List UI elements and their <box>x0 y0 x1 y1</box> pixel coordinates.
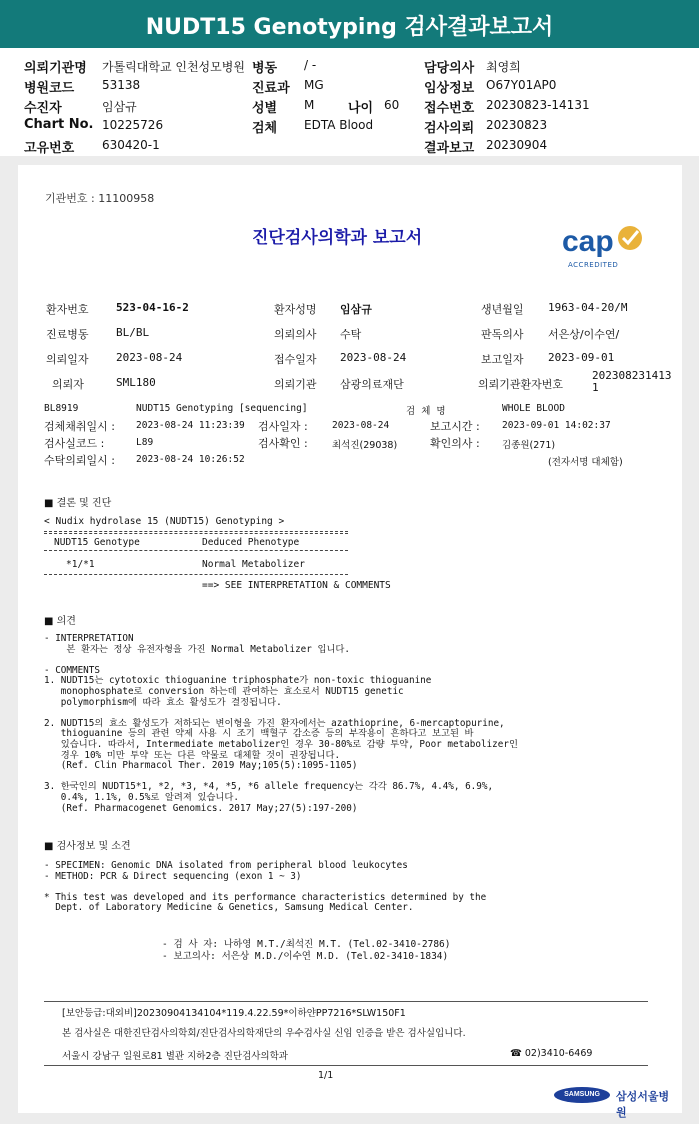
requester-label: 의뢰자 <box>52 378 84 391</box>
req-doctor-value: 수탁 <box>340 328 362 341</box>
table-rule-bottom <box>44 574 348 575</box>
doctor-label: 담당의사 <box>424 61 475 76</box>
patient-name-value: 임삼규 <box>340 303 372 316</box>
uid-label: 고유번호 <box>24 141 75 156</box>
opinion-line <box>44 655 674 666</box>
receive-time-value: 2023-08-24 10:26:52 <box>136 454 245 465</box>
results-heading: ■ 결론 및 진단 <box>44 498 112 509</box>
recipient-value: 임삼규 <box>102 100 137 114</box>
summary-header <box>0 48 699 156</box>
req-inst-label: 의뢰기관 <box>274 378 317 391</box>
hospital-label: 의뢰기관명 <box>24 61 87 76</box>
opinion-line: 2. NUDT15의 효소 활성도가 저하되는 변이형을 가진 환자에서는 azathioprine, 6-mercaptopurine, <box>44 717 505 729</box>
opinion-line: 본 환자는 정상 유전자형을 가진 Normal Metabolizer 입니다. <box>44 643 351 655</box>
address-line: 서울시 강남구 일원로81 별관 지하2층 진단검사의학과 <box>62 1051 288 1062</box>
chart-value: 10225726 <box>102 118 164 132</box>
ward-label: 병동 <box>252 61 278 76</box>
clinical-label: 임상정보 <box>424 81 475 96</box>
chart-label: Chart No. <box>24 117 94 132</box>
patient-name-label: 환자성명 <box>274 303 317 316</box>
dept-value: MG <box>304 78 324 92</box>
cap-check-icon <box>614 223 646 253</box>
table-rule-mid <box>44 550 348 551</box>
opinion-line: (Ref. Pharmacogenet Genomics. 2017 May;27(5):197-200) <box>44 802 358 814</box>
ward-label: 진료병동 <box>46 328 89 341</box>
opinion-line: thioguanine 등의 관련 약제 사용 시 조기 백혈구 감소증 등의 부작용이 흔하다고 보고된 바 <box>44 728 474 740</box>
table-rule-top <box>44 531 348 532</box>
exam-date-value: 2023-08-24 <box>332 420 390 431</box>
confirm-label: 검사확인 : <box>258 437 308 450</box>
opinion-text <box>44 634 674 814</box>
collection-label: 검체채취일시 : <box>44 420 115 433</box>
method-lines <box>44 861 674 914</box>
method-line: - SPECIMEN: Genomic DNA isolated from peripheral blood leukocytes <box>44 860 408 871</box>
patient-no-label: 환자번호 <box>46 303 89 316</box>
sex-label: 성별 <box>252 101 278 116</box>
ward-value: / - <box>304 58 317 72</box>
report-time-label: 보고시간 : <box>430 420 480 433</box>
opinion-line: - COMMENTS <box>44 664 100 676</box>
confirm-doctor-value: 김종원(271) <box>502 440 556 451</box>
see-interpretation: ==> SEE INTERPRETATION & COMMENTS <box>202 580 391 591</box>
age-label: 나이 <box>348 101 374 116</box>
opinion-line: - INTERPRETATION <box>44 633 134 644</box>
rep-date-value: 2023-09-01 <box>548 351 615 364</box>
specimen-label: 검 체 명 <box>406 406 446 417</box>
method-heading: ■ 검사정보 및 소견 <box>44 841 131 852</box>
report-page <box>18 165 682 1119</box>
patient-no-value: 523-04-16-2 <box>116 301 189 314</box>
result-value: 20230904 <box>486 138 548 152</box>
lab-code-value: L89 <box>136 437 154 448</box>
reader-value: 서은상/이수연/ <box>548 328 620 341</box>
rep-date-label: 보고일자 <box>481 353 524 366</box>
cap-accredited-text: ACCREDITED <box>568 261 619 269</box>
hospital-name: 삼성서울병원 <box>616 1090 670 1119</box>
rcv-date-label: 접수일자 <box>274 353 317 366</box>
opinion-line: 경우 10% 미만 투약 또는 다른 약물로 대체할 것이 권장됩니다. <box>44 749 341 761</box>
hcode-value: 53138 <box>102 78 141 92</box>
collection-value: 2023-08-24 11:23:39 <box>136 420 245 431</box>
request-label: 검사의뢰 <box>424 121 475 136</box>
method-line: Dept. of Laboratory Medicine & Genetics, Samsung Medical Center. <box>44 902 414 914</box>
confirm-value: 최석진(29038) <box>332 440 398 451</box>
hospital-value: 가톨릭대학교 인천성모병원 <box>102 60 245 74</box>
exam-date-label: 검사일자 : <box>258 420 308 433</box>
dob-label: 생년월일 <box>481 303 524 316</box>
opinion-line: monophosphate로 conversion 하는데 관여하는 효소로서 NUDT15 genetic <box>44 685 404 697</box>
receive-time-label: 수탁의뢰일시 : <box>44 454 115 467</box>
cap-accredited-logo <box>562 225 652 271</box>
doctor-value: 최영희 <box>486 60 521 74</box>
reporter-line: - 보고의사: 서은상 M.D./이수연 M.D. (Tel.02-3410-1834) <box>162 951 449 962</box>
dob-value: 1963-04-20/M <box>548 301 628 314</box>
req-doctor-label: 의뢰의사 <box>274 328 317 341</box>
req-inst-value: 삼광의료재단 <box>340 378 404 391</box>
reader-label: 판독의사 <box>481 328 524 341</box>
phone-line: ☎ 02)3410-6469 <box>510 1048 593 1059</box>
samsung-hospital-logo <box>554 1087 678 1119</box>
requester-value: SML180 <box>116 376 156 389</box>
security-line: [보안등급:대외비]20230904134104*119.4.22.59*이하얀PP7216*SLW150F1 <box>62 1008 406 1019</box>
genotype-value: *1/*1 <box>66 559 95 570</box>
opinion-line: polymorphism에 따라 효소 활성도가 결정됩니다. <box>44 696 282 708</box>
opinion-line: 0.4%, 1.1%, 0.5%로 알려져 있습니다. <box>44 791 239 803</box>
opinion-line: (Ref. Clin Pharmacol Ther. 2019 May;105(5):1095-1105) <box>44 760 358 772</box>
esign-note: (전자서명 대체함) <box>548 457 623 468</box>
report-banner-title: NUDT15 Genotyping 검사결과보고서 <box>0 0 699 48</box>
phenotype-value: Normal Metabolizer <box>202 559 305 570</box>
report-title: 진단검사의학과 보고서 <box>252 228 423 248</box>
specimen-value: EDTA Blood <box>304 118 374 132</box>
specimen-value: WHOLE BLOOD <box>502 403 565 414</box>
inst-patient-value-1: 202308231413 <box>592 369 672 382</box>
results-subtitle: < Nudix hydrolase 15 (NUDT15) Genotyping > <box>44 516 285 527</box>
genotype-column-header: NUDT15 Genotype <box>54 537 140 548</box>
rcv-date-value: 2023-08-24 <box>340 351 407 364</box>
receipt-value: 20230823-14131 <box>486 98 590 112</box>
result-label: 결과보고 <box>424 141 475 156</box>
table-rule-top-2 <box>44 533 348 534</box>
certification-line: 본 검사실은 대한진단검사의학회/진단검사의학재단의 우수검사실 신임 인증을 받은 검사실입니다. <box>62 1028 466 1039</box>
req-date-label: 의뢰일자 <box>46 353 89 366</box>
inst-patient-label: 의뢰기관환자번호 <box>478 378 564 391</box>
test-code: BL8919 <box>44 403 79 414</box>
age-value: 60 <box>384 98 400 112</box>
method-line: - METHOD: PCR & Direct sequencing (exon 1 ~ 3) <box>44 870 302 882</box>
institution-number: 기관번호 : 11100958 <box>45 192 155 205</box>
footer-rule <box>44 1001 648 1002</box>
opinion-line: 있습니다. 따라서, Intermediate metabolizer인 경우 30-80%로 감량 투약, Poor metabolizer인 <box>44 738 518 750</box>
method-text <box>44 861 674 914</box>
hcode-label: 병원코드 <box>24 81 75 96</box>
dept-label: 진료과 <box>252 81 290 96</box>
opinion-heading: ■ 의견 <box>44 616 76 627</box>
opinion-line: 3. 한국인의 NUDT15*1, *2, *3, *4, *5, *6 allele frequency는 각각 86.7%, 4.4%, 6.9%, <box>44 781 494 793</box>
specimen-label: 검체 <box>252 121 278 136</box>
ward-value: BL/BL <box>116 326 150 339</box>
report-time-value: 2023-09-01 14:02:37 <box>502 420 611 431</box>
receipt-label: 접수번호 <box>424 101 475 116</box>
samsung-logo: SAMSUNG <box>554 1087 610 1103</box>
opinion-lines <box>44 634 674 814</box>
tester-line: - 검 사 자: 나하영 M.T./최석진 M.T. (Tel.02-3410-2786) <box>162 939 451 950</box>
request-value: 20230823 <box>486 118 548 132</box>
phenotype-column-header: Deduced Phenotype <box>202 537 300 548</box>
method-line: * This test was developed and its performance characteristics determined by the <box>44 891 487 903</box>
test-name: NUDT15 Genotyping [sequencing] <box>136 403 308 414</box>
opinion-line: 1. NUDT15는 cytotoxic thioguanine triphosphate가 non-toxic thioguanine <box>44 675 432 687</box>
recipient-label: 수진자 <box>24 101 62 116</box>
footer-rule-bottom <box>44 1065 648 1066</box>
inst-patient-value-2: 1 <box>592 381 599 394</box>
lab-code-label: 검사실코드 : <box>44 437 105 450</box>
req-date-value: 2023-08-24 <box>116 351 183 364</box>
cap-logo-text: cap <box>562 225 614 258</box>
sex-value: M <box>304 98 315 112</box>
confirm-doctor-label: 확인의사 : <box>430 437 480 450</box>
uid-value: 630420-1 <box>102 138 160 152</box>
page-number: 1/1 <box>318 1070 334 1081</box>
clinical-value: O67Y01AP0 <box>486 78 557 92</box>
